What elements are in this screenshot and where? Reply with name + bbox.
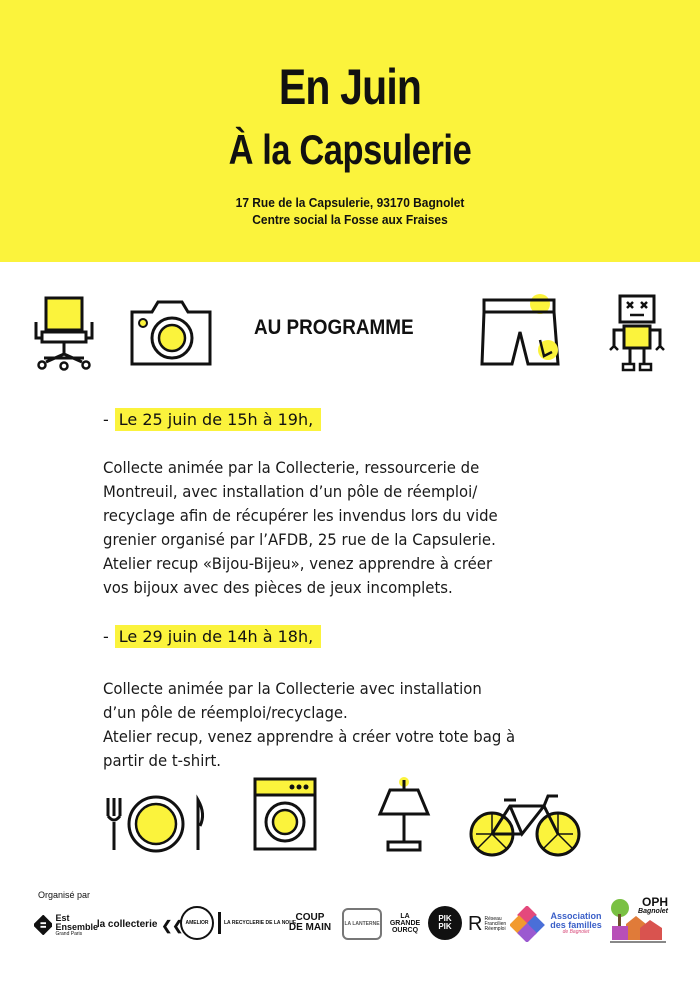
collecterie-logo: la collecterie ❮❮ (96, 917, 184, 933)
lamp-icon (376, 776, 432, 854)
grande-ourcq-logo: LA GRANDE OURCQ (389, 912, 421, 934)
event-date-highlight: Le 25 juin de 15h à 19h, (115, 408, 321, 431)
oph-bagnolet-logo: OPH Bagnolet (606, 892, 670, 948)
arrows-icon: ❮❮ (161, 917, 184, 933)
venue-name: Centre social la Fosse aux Fraises (252, 212, 448, 227)
event-date-1: - Le 25 juin de 15h à 19h, (103, 410, 321, 429)
page-subtitle: À la Capsulerie (228, 126, 472, 173)
address: 17 Rue de la Capsulerie, 93170 Bagnolet (235, 195, 465, 210)
coup-de-main-logo: COUP DE MAIN (288, 912, 332, 933)
office-chair-icon (32, 292, 96, 372)
event-description-1: Collecte animée par la Collecterie, ressourcerie de Montreuil, avec installation d’un pôle de réemploi/ recyclage afin de récupérer les invendus lors du vide grenier organisé par l’AFDB, 25 rue de la Capsulerie. Atelier recup «Bijou-Bijeu», venez apprendre à créer vos bijoux avec des pièces de jeux incomplets. (103, 458, 498, 597)
organized-by-label: Organisé par (38, 890, 91, 900)
association-puzzle-icon (510, 906, 546, 942)
washing-machine-icon (252, 776, 318, 852)
shorts-icon (478, 294, 564, 370)
page-title: En Juin (278, 59, 422, 115)
recyclerie-logo: LA RECYCLERIE DE LA NOUE (218, 912, 278, 934)
amelior-logo: AMELIOR (180, 906, 214, 940)
est-ensemble-icon (34, 915, 52, 935)
event-description-2: Collecte animée par la Collecterie avec installation d’un pôle de réemploi/recyclage. Atelier recup, venez apprendre à créer votre tote bag à partir de t-shirt. (103, 679, 516, 770)
reseau-r-icon: R (468, 913, 483, 935)
reseau-reemploi-logo: R Réseau Francilien Réemploi (468, 913, 507, 935)
est-ensemble-logo: Est Ensemble Grand Paris (34, 910, 98, 940)
robot-icon (606, 290, 668, 374)
event-date-2: - Le 29 juin de 14h à 18h, (103, 627, 321, 646)
header-banner (0, 0, 700, 262)
bicycle-icon (468, 790, 582, 860)
program-heading: AU PROGRAMME (254, 316, 414, 339)
plate-cutlery-icon (100, 794, 212, 854)
la-lanterne-logo: LA LANTERNE (342, 908, 382, 940)
pik-pik-logo: PIK PIK (428, 906, 462, 940)
event-date-highlight: Le 29 juin de 14h à 18h, (115, 625, 321, 648)
camera-icon (128, 298, 214, 368)
association-familles-logo: Association des familles de Bagnolet (550, 910, 602, 935)
